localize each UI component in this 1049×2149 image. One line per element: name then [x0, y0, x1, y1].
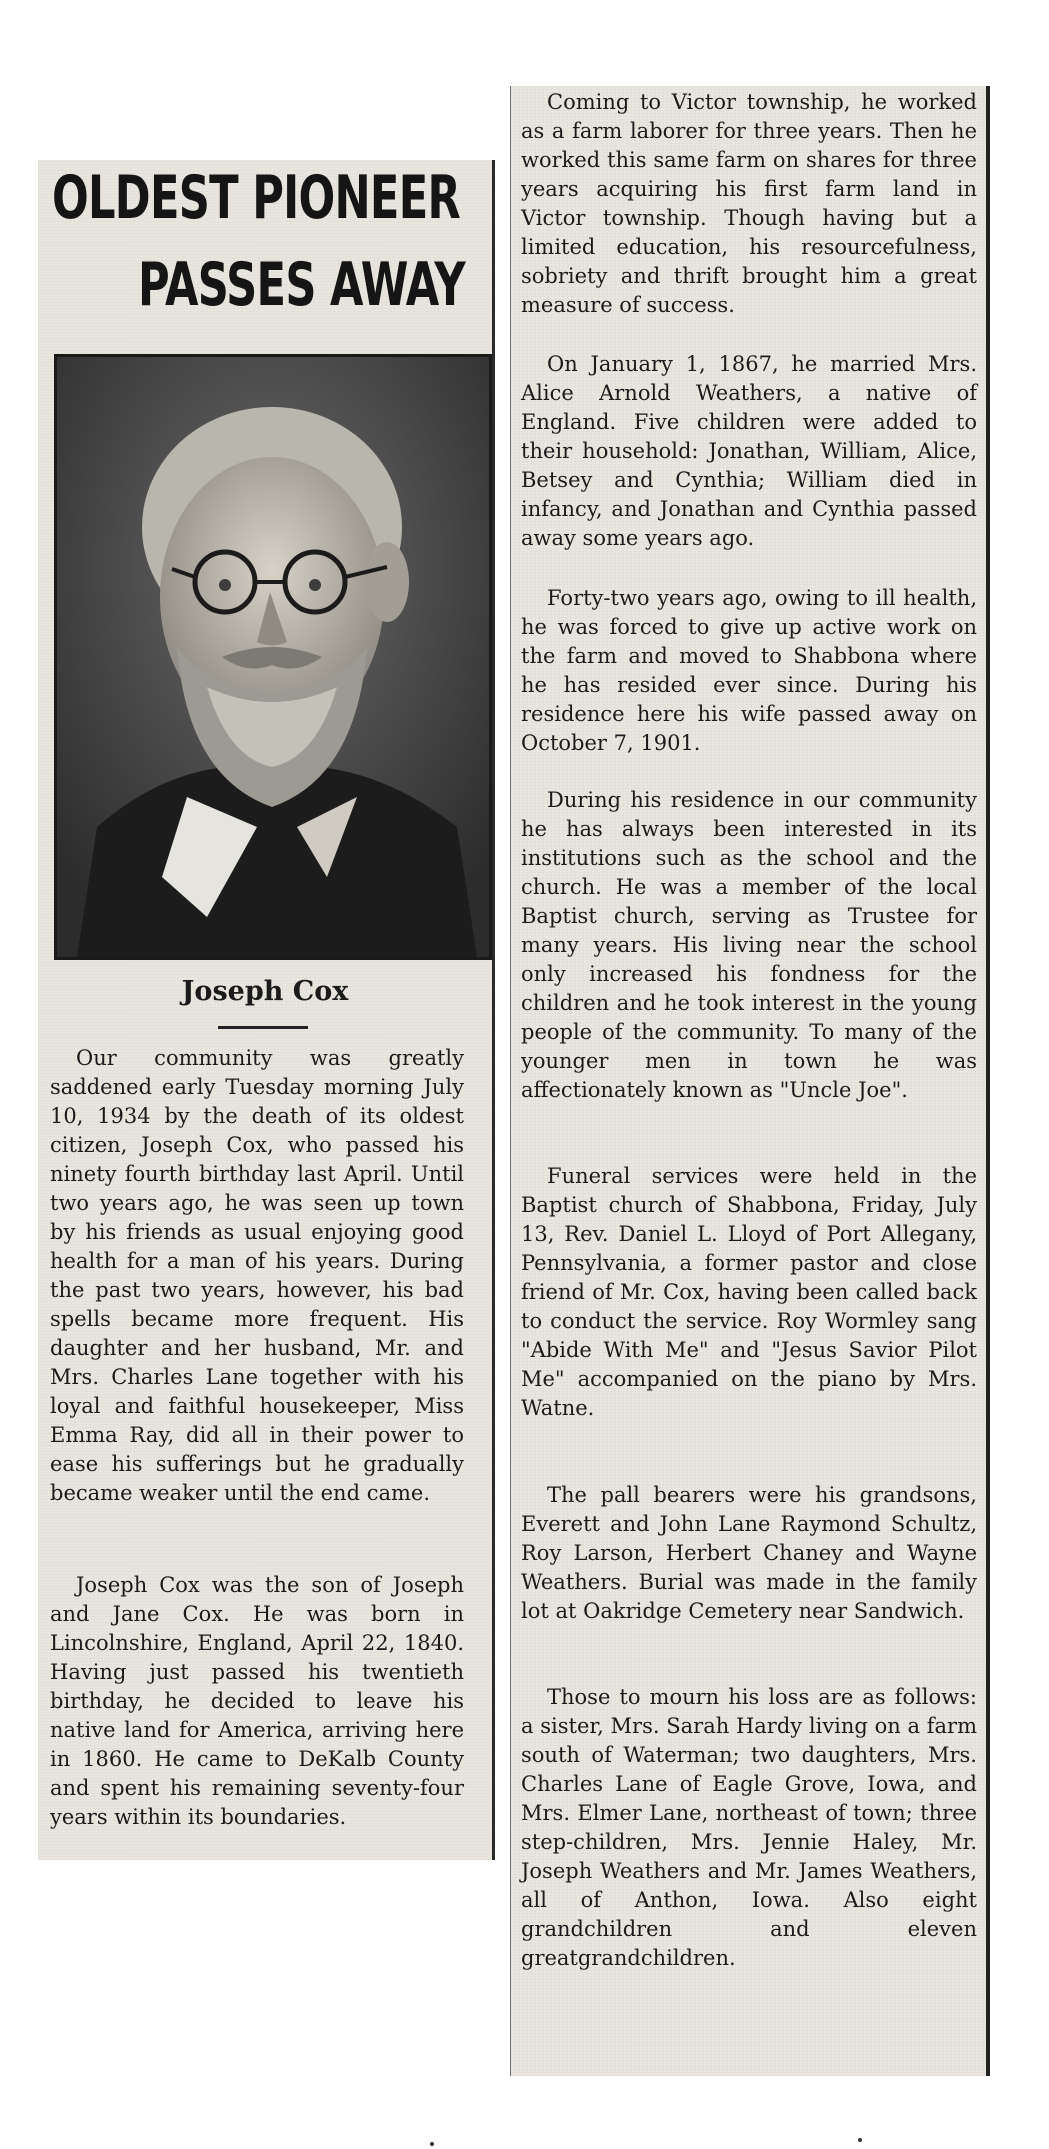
photo-caption: Joseph Cox — [181, 976, 349, 1007]
headline-line-1: OLDEST PIONEER — [52, 163, 461, 233]
right-paragraph-1: Coming to Victor township, he worked as a farm laborer for three years. Then he worked this same farm on shares for three years acquiring his first farm land in Victor township. Though having but a limited education, his resourcefulness, sobriety and thrift brought him a great measure of success. — [521, 90, 977, 317]
left-paragraph-1: Our community was greatly saddened early Tuesday morning July 10, 1934 by the death of its oldest citizen, Joseph Cox, who passed his ninety fourth birthday last April. Until two years ago, he was seen up town by his friends as usual enjoying good health for a man of his years. During the past two years, however, his bad spells became more frequent. His daughter and her husband, Mr. and Mrs. Charles Lane together with his loyal and faithful housekeeper, Miss Emma Ray, did all in their power to ease his sufferings but he gradually became weaker until the end came. — [50, 1046, 464, 1505]
right-paragraph-5: Funeral services were held in the Baptist church of Shabbona, Friday, July 13, Rev. Daniel L. Lloyd of Port Allegany, Pennsylvania, a former pastor and close friend of Mr. Cox, having been called back to conduct the service. Roy Wormley sang "Abide With Me" and "Jesus Savior Pilot Me" accompanied on the piano by Mrs. Watne. — [521, 1164, 977, 1420]
scan-speck — [858, 2138, 862, 2142]
right-paragraph-4: During his residence in our community he has always been interested in its institutions such as the school and the church. He was a member of the local Baptist church, serving as Trustee for many years. His living near the school only increased his fondness for the children and he took interest in the young people of the community. To many of the younger men in town he was affectionately known as "Uncle Joe". — [521, 788, 977, 1102]
right-paragraph-7: Those to mourn his loss are as follows: a sister, Mrs. Sarah Hardy living on a farm south of Waterman; two daughters, Mrs. Charles Lane of Eagle Grove, Iowa, and Mrs. Elmer Lane, northeast of town; three step-children, Mrs. Jennie Haley, Mr. Joseph Weathers and Mr. James Weathers, all of Anthon, Iowa. Also eight grandchildren and eleven greatgrandchildren. — [521, 1685, 977, 1970]
portrait-photo — [54, 354, 492, 960]
left-column-clipping — [38, 160, 495, 1860]
right-paragraph-6: The pall bearers were his grandsons, Everett and John Lane Raymond Schultz, Roy Larson, Herbert Chaney and Wayne Weathers. Burial was made in the family lot at Oakridge Cemetery near Sandwich. — [521, 1483, 977, 1623]
portrait-illustration — [57, 357, 489, 957]
scan-speck — [430, 2142, 434, 2146]
right-paragraph-3: Forty-two years ago, owing to ill health, he was forced to give up active work on the farm and moved to Shabbona where he has resided ever since. During his residence here his wife passed away on October 7, 1901. — [521, 586, 977, 755]
left-paragraph-2: Joseph Cox was the son of Joseph and Jane Cox. He was born in Lincolnshire, England, April 22, 1840. Having just passed his twentieth birthday, he decided to leave his native land for America, arriving here in 1860. He came to DeKalb County and spent his remaining seventy-four years within its boundaries. — [50, 1573, 464, 1829]
right-column-clipping — [510, 86, 990, 2076]
headline-line-2: PASSES AWAY — [138, 250, 465, 320]
right-paragraph-2: On January 1, 1867, he married Mrs. Alice Arnold Weathers, a native of England. Five children were added to their household: Jonathan, William, Alice, Betsey and Cynthia; William died in infancy, and Jonathan and Cynthia passed away some years ago. — [521, 352, 977, 550]
caption-divider — [218, 1026, 308, 1029]
